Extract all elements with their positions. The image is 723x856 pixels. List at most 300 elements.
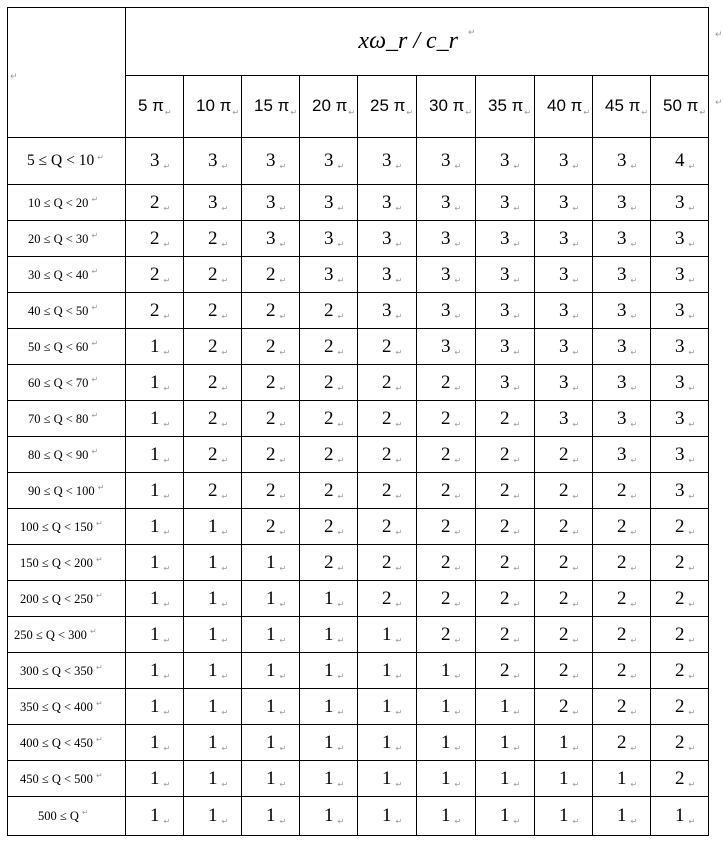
table-cell [476,257,535,293]
row-header-label: 500 ≤ Q [38,809,79,823]
cell-value: 2 [500,407,510,429]
table-cell [651,653,709,689]
cell-value: 1 [441,731,451,753]
cell-value: 1 [382,695,392,717]
paragraph-mark: ↵ [454,671,462,681]
cell-value: 2 [441,551,451,573]
table-row [8,401,709,437]
table-cell [358,725,417,761]
cell-value: 3 [675,443,685,465]
paragraph-mark: ↵ [221,455,229,465]
cell-value: 3 [675,299,685,321]
table-cell [417,257,476,293]
paragraph-mark: ↵ [513,599,521,609]
cell-value: 2 [500,515,510,537]
column-header-label: 25 π [370,96,406,115]
table-cell [358,653,417,689]
table-cell [300,401,358,437]
paragraph-mark: ↵ [232,108,240,117]
cell-value: 2 [266,515,276,537]
column-header [184,76,242,138]
cell-value: 1 [382,731,392,753]
paragraph-mark: ↵ [572,779,580,789]
cell-value: 1 [500,767,510,789]
cell-value: 2 [150,191,160,213]
paragraph-mark: ↵ [513,563,521,573]
cell-value: 3 [617,407,627,429]
paragraph-mark: ↵ [279,635,287,645]
table-cell [417,797,476,836]
cell-value: 2 [324,299,334,321]
table-cell [300,365,358,401]
cell-value: 3 [559,191,569,213]
paragraph-mark: ↵ [395,275,403,285]
paragraph-mark: ↵ [163,817,171,826]
paragraph-mark: ↵ [688,203,696,213]
table-row [8,761,709,797]
paragraph-mark: ↵ [572,743,580,753]
paragraph-mark: ↵ [163,599,171,609]
paragraph-mark: ↵ [395,635,403,645]
table-cell [593,401,651,437]
paragraph-mark: ↵ [163,347,171,357]
table-cell [535,689,593,725]
table-cell [358,293,417,329]
paragraph-mark: ↵ [454,203,462,213]
table-cell [593,473,651,509]
paragraph-mark: ↵ [572,203,580,213]
paragraph-mark: ↵ [221,239,229,249]
super-header [126,8,709,76]
table-cell [126,185,184,221]
paragraph-mark: ↵ [630,779,638,789]
paragraph-mark: ↵ [465,108,473,117]
paragraph-mark: ↵ [524,108,532,117]
row-header [8,293,126,329]
cell-value: 1 [675,805,685,826]
cell-value: 1 [559,805,569,826]
table-cell [535,581,593,617]
table-cell [651,329,709,365]
paragraph-mark: ↵ [630,419,638,429]
paragraph-mark: ↵ [91,374,99,384]
table-cell [417,401,476,437]
cell-value: 1 [208,695,218,717]
table-cell [476,138,535,185]
paragraph-mark: ↵ [513,419,521,429]
paragraph-mark: ↵ [454,527,462,537]
table-cell [300,653,358,689]
table-cell [126,138,184,185]
paragraph-mark: ↵ [95,662,103,672]
paragraph-mark: ↵ [279,455,287,465]
cell-value: 4 [675,150,685,171]
column-header [535,76,593,138]
table-cell [126,797,184,836]
table-cell [417,185,476,221]
table-cell [242,509,300,545]
table-cell [300,689,358,725]
cell-value: 1 [150,551,160,573]
paragraph-mark: ↵ [454,311,462,321]
cell-value: 2 [208,263,218,285]
cell-value: 2 [441,623,451,645]
table-cell [242,653,300,689]
paragraph-mark: ↵ [221,311,229,321]
cell-value: 1 [150,335,160,357]
table-cell [593,509,651,545]
row-header [8,473,126,509]
cell-value: 2 [675,587,685,609]
paragraph-mark: ↵ [221,419,229,429]
paragraph-mark: ↵ [454,239,462,249]
cell-value: 2 [500,623,510,645]
cell-value: 2 [382,479,392,501]
table-cell [476,185,535,221]
column-header-label: 35 π [488,96,524,115]
table-cell [535,293,593,329]
cell-value: 2 [617,479,627,501]
paragraph-mark: ↵ [572,527,580,537]
table-cell [184,509,242,545]
paragraph-mark: ↵ [221,563,229,573]
paragraph-mark: ↵ [91,410,99,420]
cell-value: 2 [559,659,569,681]
table-cell [417,761,476,797]
paragraph-mark: ↵ [513,779,521,789]
row-header [8,797,126,836]
cell-value: 2 [150,227,160,249]
paragraph-mark: ↵ [221,383,229,393]
cell-value: 2 [150,263,160,285]
paragraph-mark: ↵ [279,419,287,429]
paragraph-mark: ↵ [630,311,638,321]
cell-value: 1 [150,767,160,789]
paragraph-mark: ↵ [454,707,462,717]
table-cell [651,509,709,545]
paragraph-mark: ↵ [97,482,105,492]
table-cell [535,138,593,185]
table-cell [651,617,709,653]
cell-value: 1 [150,443,160,465]
cell-value: 2 [208,299,218,321]
paragraph-mark: ↵ [163,419,171,429]
cell-value: 3 [500,335,510,357]
paragraph-mark: ↵ [163,203,171,213]
paragraph-mark: ↵ [95,770,103,780]
paragraph-mark: ↵ [395,599,403,609]
table-cell [651,221,709,257]
table-cell [476,725,535,761]
paragraph-mark: ↵ [572,817,580,826]
cell-value: 1 [324,805,334,826]
paragraph-mark: ↵ [163,491,171,501]
column-header-label: 40 π [547,96,583,115]
cell-value: 1 [559,731,569,753]
table-cell [535,437,593,473]
paragraph-mark: ↵ [221,707,229,717]
row-header-label: 250 ≤ Q < 300 [14,627,87,642]
paragraph-mark: ↵ [95,590,103,600]
table-cell [358,329,417,365]
cell-value: 2 [324,407,334,429]
paragraph-mark: ↵ [395,162,403,171]
cell-value: 2 [324,371,334,393]
table-row [8,437,709,473]
cell-value: 1 [617,767,627,789]
row-header [8,617,126,653]
table-cell [184,185,242,221]
paragraph-mark: ↵ [572,239,580,249]
paragraph-mark: ↵ [630,743,638,753]
row-header-label: 150 ≤ Q < 200 [20,555,93,570]
paragraph-mark: ↵ [91,338,99,348]
paragraph-mark: ↵ [630,599,638,609]
paragraph-mark: ↵ [395,347,403,357]
table-cell [242,797,300,836]
row-header-label: 350 ≤ Q < 400 [20,699,93,714]
cell-value: 1 [441,659,451,681]
table-cell [184,437,242,473]
cell-value: 1 [441,805,451,826]
table-cell [126,617,184,653]
table-cell [535,257,593,293]
row-header [8,545,126,581]
table-cell [242,329,300,365]
cell-value: 3 [441,263,451,285]
paragraph-mark: ↵ [454,275,462,285]
cell-value: 2 [617,659,627,681]
table-cell [535,545,593,581]
table-cell [242,257,300,293]
cell-value: 2 [208,407,218,429]
row-header [8,653,126,689]
paragraph-mark: ↵ [688,455,696,465]
cell-value: 2 [441,515,451,537]
cell-value: 2 [559,587,569,609]
paragraph-mark: ↵ [699,108,707,117]
cell-value: 2 [675,695,685,717]
column-header [651,76,709,138]
cell-value: 3 [617,335,627,357]
table-cell [476,617,535,653]
paragraph-mark: ↵ [337,599,345,609]
table-cell [593,761,651,797]
table-row [8,725,709,761]
cell-value: 3 [675,191,685,213]
paragraph-mark: ↵ [406,108,414,117]
cell-value: 2 [382,335,392,357]
paragraph-mark: ↵ [337,383,345,393]
row-header-label: 400 ≤ Q < 450 [20,735,93,750]
cell-value: 1 [617,805,627,826]
cell-value: 1 [208,805,218,826]
paragraph-mark: ↵ [513,275,521,285]
cell-value: 2 [500,587,510,609]
table-cell [126,761,184,797]
cell-value: 3 [324,227,334,249]
table-cell [417,329,476,365]
parameter-table [7,7,709,836]
paragraph-mark: ↵ [221,203,229,213]
table-cell [593,545,651,581]
table-row [8,797,709,836]
cell-value: 3 [617,191,627,213]
cell-value: 1 [266,587,276,609]
table-row [8,653,709,689]
paragraph-mark: ↵ [279,275,287,285]
paragraph-mark: ↵ [513,383,521,393]
table-cell [593,329,651,365]
cell-value: 2 [441,371,451,393]
cell-value: 2 [266,407,276,429]
cell-value: 3 [500,191,510,213]
cell-value: 2 [500,659,510,681]
table-cell [184,653,242,689]
cell-value: 2 [266,263,276,285]
table-cell [184,725,242,761]
table-cell [535,761,593,797]
table-cell [358,581,417,617]
row-header-label: 300 ≤ Q < 350 [20,663,93,678]
paragraph-mark: ↵ [395,671,403,681]
paragraph-mark: ↵ [572,347,580,357]
paragraph-mark: ↵ [572,671,580,681]
table-cell [476,365,535,401]
cell-value: 3 [675,371,685,393]
cell-value: 1 [150,623,160,645]
table-row [8,581,709,617]
column-header-label: 5 π [138,96,164,115]
paragraph-mark: ↵ [630,239,638,249]
paragraph-mark: ↵ [454,635,462,645]
table-cell [126,581,184,617]
paragraph-mark: ↵ [395,311,403,321]
table-cell [242,617,300,653]
cell-value: 2 [208,335,218,357]
row-header [8,401,126,437]
cell-value: 2 [324,443,334,465]
paragraph-mark: ↵ [572,635,580,645]
paragraph-mark: ↵ [454,599,462,609]
cell-value: 2 [617,551,627,573]
paragraph-mark: ↵ [89,626,97,636]
paragraph-mark: ↵ [337,162,345,171]
cell-value: 3 [382,191,392,213]
table-cell [242,437,300,473]
cell-value: 1 [150,659,160,681]
table-row [8,689,709,725]
cell-value: 1 [382,623,392,645]
paragraph-mark: ↵ [279,203,287,213]
paragraph-mark: ↵ [163,311,171,321]
table-cell [300,329,358,365]
paragraph-mark: ↵ [395,563,403,573]
cell-value: 1 [266,659,276,681]
cell-value: 1 [208,551,218,573]
cell-value: 3 [675,227,685,249]
paragraph-mark: ↵ [395,707,403,717]
cell-value: 1 [266,731,276,753]
table-cell [184,138,242,185]
row-header-label: 5 ≤ Q < 10 [27,152,95,169]
table-cell [300,509,358,545]
table-cell [417,725,476,761]
paragraph-mark: ↵ [630,275,638,285]
paragraph-mark: ↵ [279,817,287,826]
cell-value: 3 [559,263,569,285]
paragraph-mark: ↵ [337,671,345,681]
table-cell [476,329,535,365]
paragraph-mark: ↵ [513,347,521,357]
table-cell [126,689,184,725]
cell-value: 3 [559,335,569,357]
table-cell [476,221,535,257]
table-cell [242,401,300,437]
cell-value: 2 [559,515,569,537]
table-cell [126,221,184,257]
paragraph-mark: ↵ [279,491,287,501]
paragraph-mark: ↵ [221,275,229,285]
row-header-label: 50 ≤ Q < 60 [28,339,89,354]
paragraph-mark: ↵ [163,527,171,537]
table-cell [300,725,358,761]
row-header-label: 450 ≤ Q < 500 [20,771,93,786]
paragraph-mark: ↵ [279,599,287,609]
cell-value: 3 [617,371,627,393]
column-header [593,76,651,138]
cell-value: 1 [500,731,510,753]
paragraph-mark: ↵ [630,162,638,171]
cell-value: 2 [675,767,685,789]
column-header-label: 20 π [312,96,348,115]
table-cell [242,293,300,329]
paragraph-mark: ↵ [454,817,462,826]
cell-value: 2 [324,515,334,537]
cell-value: 1 [150,731,160,753]
row-header [8,581,126,617]
column-header-label: 15 π [254,96,290,115]
cell-value: 1 [150,515,160,537]
table-cell [184,617,242,653]
cell-value: 3 [324,150,334,171]
table-cell [593,581,651,617]
table-cell [300,797,358,836]
paragraph-mark: ↵ [163,239,171,249]
cell-value: 3 [617,299,627,321]
paragraph-mark: ↵ [688,563,696,573]
cell-value: 2 [382,407,392,429]
cell-value: 3 [441,299,451,321]
row-header [8,138,126,185]
table-cell [242,689,300,725]
paragraph-mark: ↵ [572,491,580,501]
paragraph-mark: ↵ [221,347,229,357]
cell-value: 3 [675,335,685,357]
cell-value: 3 [675,479,685,501]
corner-cell [8,8,126,138]
cell-value: 2 [441,443,451,465]
table-cell [651,257,709,293]
paragraph-mark: ↵ [630,817,638,826]
paragraph-mark: ↵ [279,311,287,321]
table-cell [300,473,358,509]
row-header-label: 70 ≤ Q < 80 [28,411,89,426]
table-cell [126,473,184,509]
paragraph-mark: ↵ [630,635,638,645]
row-header-label: 90 ≤ Q < 100 [28,483,95,498]
cell-value: 2 [208,371,218,393]
